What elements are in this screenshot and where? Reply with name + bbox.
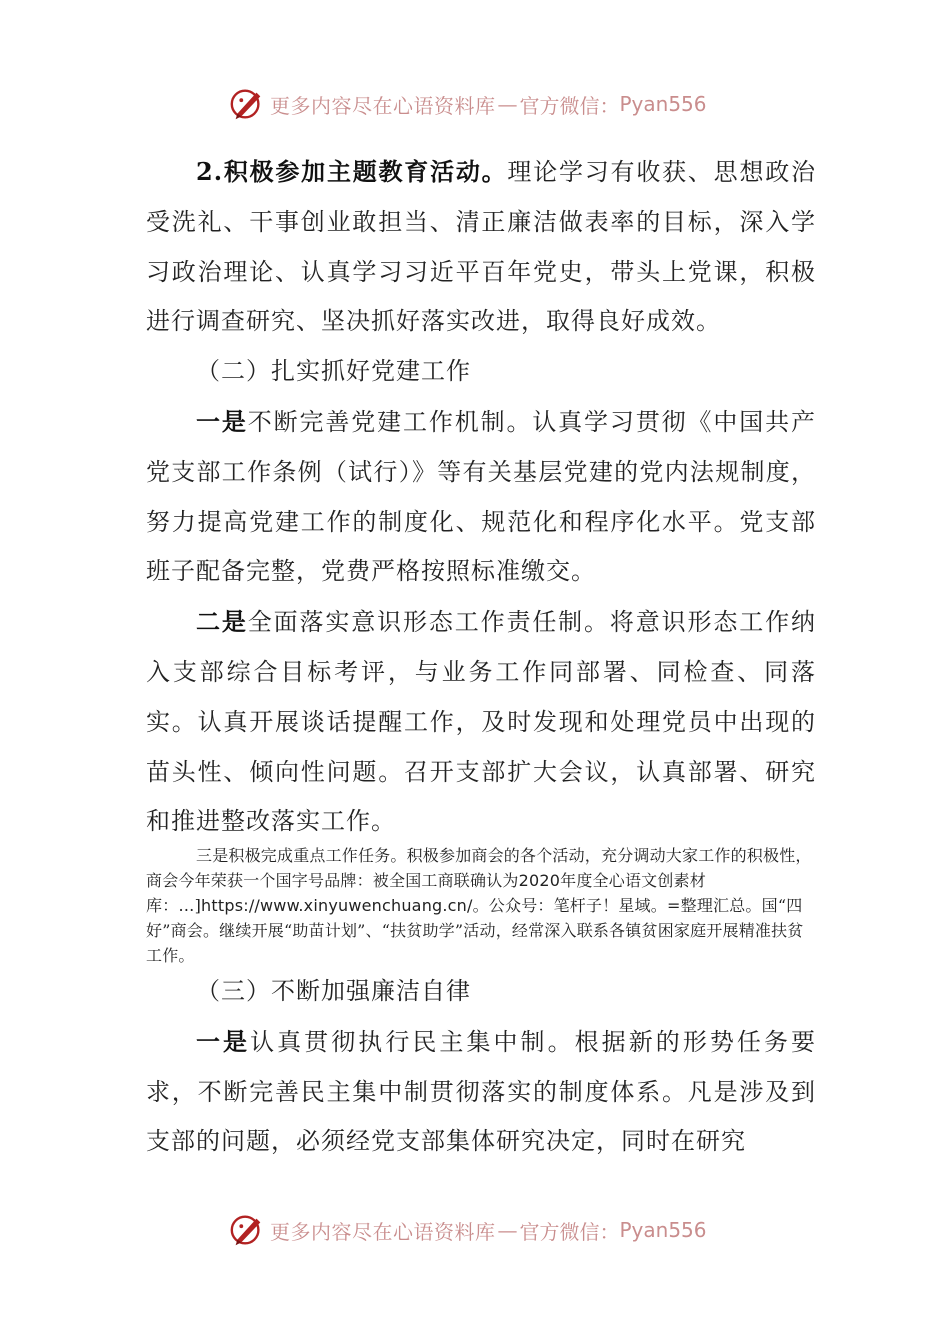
- section-heading-integrity: （三）不断加强廉洁自律: [196, 977, 471, 1005]
- banner-separator: —: [497, 92, 518, 116]
- banner-separator: —: [497, 1218, 518, 1242]
- banner-wechat-id: Pyan556: [619, 92, 707, 116]
- paragraph-heading: 一是: [196, 1026, 251, 1056]
- document-body-upper: [146, 147, 816, 847]
- banner-text: 更多内容尽在心语资料库: [270, 1219, 496, 1244]
- paragraph-text: 认真贯彻执行民主集中制。根据新的形势任务要求，不断完善民主集中制贯彻落实的制度体系。凡是涉及到支部的问题，必须经党支部集体研究决定，同时在研究: [146, 1027, 817, 1156]
- paragraph-activity: [146, 147, 816, 347]
- banner-wechat-id: Pyan556: [619, 1218, 707, 1242]
- paragraph-heading: 二是: [196, 607, 248, 637]
- paragraph-ideology: [146, 597, 816, 847]
- footer-banner: [228, 1210, 707, 1250]
- banner-label: 官方微信：: [519, 1219, 620, 1244]
- paragraph-text: 不断完善党建工作机制。认真学习贯彻《中国共产党支部工作条例（试行）》等有关基层党建的党内法规制度，努力提高党建工作的制度化、规范化和程序化水平。党支部班子配备完整，党费严格按照标准缴交。: [146, 407, 817, 586]
- year: 2020: [518, 871, 561, 890]
- paragraph-text: 理论学习有收获、思想政治受洗礼、干事创业敢担当、清正廉洁做表率的目标，深入学习政治理论、认真学习习近平百年党史，带头上党课，积极进行调查研究、坚决抓好落实改进，取得良好成效。: [146, 158, 816, 336]
- document-body-lower: [146, 967, 816, 1167]
- small-note-paragraph: 三是积极完成重点工作任务。积极参加商会的各个活动，充分调动大家工作的积极性，商会今年荣获一个国字号品牌：被全国工商联确认为2020年度全心语文创素材库：…]https://www.xinyuwenchuang.cn/。公众号：笔杆子！星域。=整理汇总。国“四好”商会。继续开展“助苗计划”、“扶贫助学”活动，经常深入联系各镇贫困家庭开展精准扶贫工作。: [146, 846, 812, 965]
- pen-logo-icon: [228, 1211, 266, 1249]
- section-heading-party-building: （二）扎实抓好党建工作: [196, 357, 471, 386]
- paragraph-centralism: [146, 1017, 816, 1167]
- paragraph-heading: 一是: [196, 406, 248, 436]
- banner-label: 官方微信：: [519, 93, 620, 118]
- header-banner: [228, 84, 707, 124]
- paragraph-heading: 2.积极参加主题教育活动。: [196, 157, 508, 186]
- paragraph-text: 全面落实意识形态工作责任制。将意识形态工作纳入支部综合目标考评，与业务工作同部署、同检查、同落实。认真开展谈话提醒工作，及时发现和处理党员中出现的苗头性、倾向性问题。召开支部扩大会议，认真部署、研究和推进整改落实工作。: [146, 608, 817, 836]
- paragraph-mechanism: [146, 397, 816, 597]
- banner-text: 更多内容尽在心语资料库: [270, 93, 496, 118]
- website-url: https://www.xinyuwenchuang.cn/: [201, 896, 473, 915]
- pen-logo-icon: [228, 85, 266, 123]
